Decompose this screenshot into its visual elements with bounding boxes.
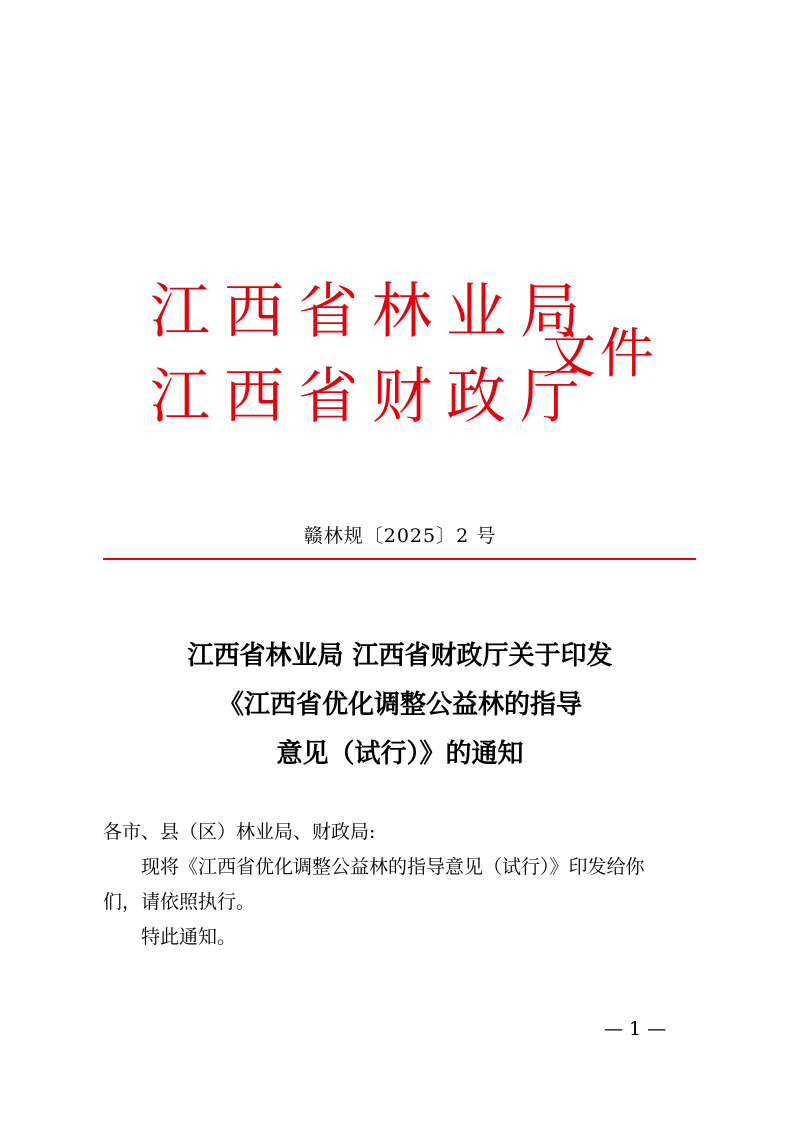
body-paragraph-line-2: 们，请依照执行。	[103, 891, 256, 913]
document-body	[103, 815, 703, 955]
issuer-forestry-bureau: 江西省林业局	[150, 277, 594, 347]
page-number: — 1 —	[604, 1018, 667, 1040]
salutation: 各市、县（区）林业局、财政局:	[103, 821, 376, 843]
issuer-finance-department: 江西省财政厅	[150, 362, 594, 432]
title-line-1: 江西省林业局 江西省财政厅关于印发	[187, 641, 613, 671]
document-title	[0, 632, 800, 779]
title-line-3: 意见（试行）》的通知	[276, 739, 524, 769]
closing-remark: 特此通知。	[141, 926, 237, 948]
document-header	[150, 270, 670, 440]
document-suffix: 文件	[542, 322, 658, 385]
document-number: 赣林规〔2025〕2 号	[303, 525, 497, 547]
title-line-2: 《江西省优化调整公益林的指导	[217, 690, 582, 720]
red-divider-line	[103, 558, 696, 560]
body-paragraph-line-1: 现将《江西省优化调整公益林的指导意见（试行）》印发给你	[141, 856, 645, 878]
